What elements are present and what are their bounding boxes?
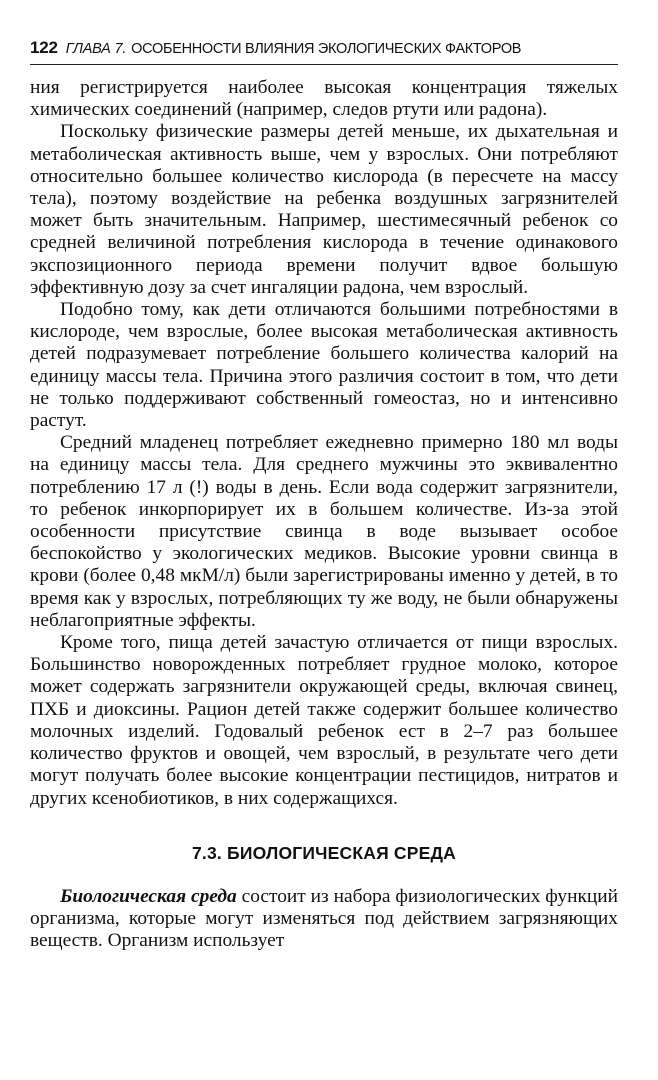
paragraph: Кроме того, пища детей зачастую отличается от пищи взрослых. Большинство новорожденных потребляет грудное молоко, которое может содержать загрязнители окружающей среды, включая свинец, ПХБ и диоксины. Рацион детей также содержит большее количество молочных изделий. Годовалый ребенок ест в 2–7 раз большее количество фруктов и овощей, чем взрослый, в результате чего дети могут получать более высокие концентрации пестицидов, нитратов и других ксенобиотиков, в них содержащихся. [30, 632, 618, 809]
paragraph-continued: ния регистрируется наиболее высокая концентрация тяжелых химических соединений (например, следов ртути или радона). [30, 77, 618, 121]
section-heading: 7.3. БИОЛОГИЧЕСКАЯ СРЕДА [191, 842, 457, 863]
book-page [30, 38, 618, 953]
body-text [30, 77, 618, 953]
page-number: 122 [30, 38, 58, 57]
chapter-label: ГЛАВА 7. [65, 41, 127, 57]
defined-term: Биологическая среда [60, 885, 237, 907]
paragraph: Поскольку физические размеры детей меньше, их дыхательная и метаболическая активность выше, чем у взрослых. Они потребляют относительно большее количество кислорода (в пересчете на массу тела), поэтому воздействие на ребенка воздушных загрязнителей может быть значительным. Например, шестимесячный ребенок со средней величиной потребления кислорода в течение одинакового экспозиционного периода времени получит вдвое большую эффективную дозу за счет ингаляции радона, чем взрослый. [30, 121, 618, 298]
paragraph: Средний младенец потребляет ежедневно примерно 180 мл воды на единицу массы тела. Для среднего мужчины это эквивалентно потреблению 17 л (!) воды в день. Если вода содержит загрязнители, то ребенок инкорпорирует их в большем количестве. Из-за этой особенности присутствие свинца в воде вызывает особое беспокойство у экологических медиков. Высокие уровни свинца в крови (более 0,48 мкМ/л) были зарегистрированы именно у детей, в то время как у взрослых, потребляющих ту же воду, не были обнаружены неблагоприятные эффекты. [30, 432, 618, 631]
chapter-title: ОСОБЕННОСТИ ВЛИЯНИЯ ЭКОЛОГИЧЕСКИХ ФАКТОРОВ [131, 41, 522, 57]
section-paragraph [30, 886, 618, 953]
running-header [30, 38, 618, 65]
paragraph: Подобно тому, как дети отличаются большими потребностями в кислороде, чем взрослые, более высокая метаболическая активность детей подразумевает потребление большего количества калорий на единицу массы тела. Причина этого различия состоит в том, что дети не только поддерживают собственный гомеостаз, но и интенсивно растут. [30, 299, 618, 432]
section-text: состоит из набора физиологических функций организма, которые могут изменяться под действием загрязняющих веществ. Организм использует [30, 885, 619, 952]
